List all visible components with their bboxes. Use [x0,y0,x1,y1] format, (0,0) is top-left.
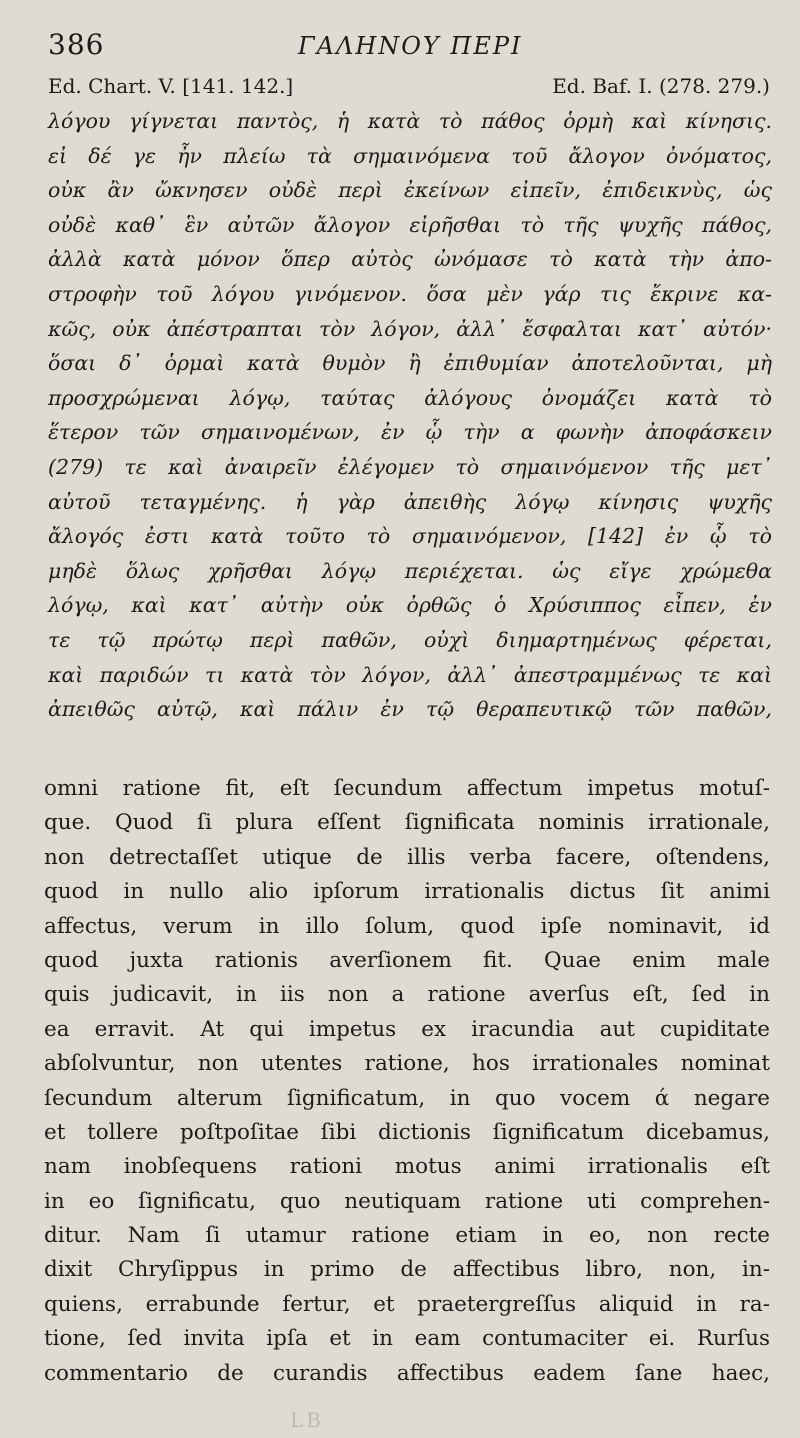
latin-line: tione, ſed invita ipſa et in eam contumaciter ei. Rurſus [44,1326,770,1352]
latin-line: omni ratione fit, eſt ſecundum affectum impetus motuſ- [44,776,770,801]
greek-line: οὐδὲ καθ᾽ ἓν αὐτῶν ἄλογον εἰρῆσθαι τὸ τῆς ψυχῆς πάθος, [48,212,772,237]
latin-line: ſecundum alterum ſignificatum, in quo vocem ά negare [44,1085,770,1111]
edition-reference-chart: Ed. Chart. V. [141. 142.] [48,74,294,98]
greek-line: στροφὴν τοῦ λόγου γινόμενον. ὅσα μὲν γάρ τις ἔκρινε κα- [48,281,772,306]
latin-line: quod juxta rationis averſionem fit. Quae enim male [44,947,770,973]
greek-line: ἄλογός ἐστι κατὰ τοῦτο τὸ σημαινόμενον, [142] ἐν ᾧ τὸ [48,524,772,549]
greek-line: οὐκ ἂν ὤκνησεν οὐδὲ περὶ ἐκείνων εἰπεῖν, ἐπιδεικνὺς, ὡς [48,178,772,203]
latin-line: in eo ſignificatu, quo neutiquam ratione uti comprehen- [44,1188,770,1214]
latin-line: affectus, verum in illo ſolum, quod ipſe nominavit, id [44,913,770,939]
latin-line: quis judicavit, in iis non a ratione averſus eſt, ſed in [44,982,770,1008]
latin-line: quod in nullo alio ipſorum irrationalis dictus ſit animi [44,879,770,905]
greek-line: μηδὲ ὅλως χρῆσθαι λόγῳ περιέχεται. ὡς εἴγε χρώμεθα [48,558,772,583]
latin-line: nam inobſequens rationi motus animi irrationalis eſt [44,1154,770,1180]
running-title: ΓΑΛΗΝΟΥ ΠΕΡΙ [298,32,523,60]
greek-line: (279) τε καὶ ἀναιρεῖν ἐλέγομεν τὸ σημαινόμενον τῆς μετ᾽ [48,454,772,479]
latin-line: ditur. Nam ſi utamur ratione etiam in eo, non recte [44,1223,770,1249]
greek-line: λόγῳ, καὶ κατ᾽ αὐτὴν οὐκ ὀρθῶς ὁ Χρύσιππος εἶπεν, ἐν [48,593,772,618]
edition-reference-line [48,74,770,106]
bleed-through-mark: LB [290,1408,324,1432]
page-header [48,28,768,68]
greek-line: λόγου γίγνεται παντὸς, ἡ κατὰ τὸ πάθος ὁρμὴ καὶ κίνησις. [48,109,772,133]
latin-line: abſolvuntur, non utentes ratione, hos irrationales nominat [44,1051,770,1077]
latin-line: et tollere poſtpoſitae ſibi dictionis ſignificatum dicebamus, [44,1119,770,1145]
latin-line: ea erravit. At qui impetus ex iracundia aut cupiditate [44,1016,770,1042]
latin-text-block [44,772,770,1391]
latin-line: que. Quod ſi plura eſſent ſignificata nominis irrationale, [44,810,770,836]
greek-line: προσχρώμεναι λόγῳ, ταύτας ἀλόγους ὀνομάζει κατὰ τὸ [48,385,772,410]
greek-line: κῶς, οὐκ ἀπέστραπται τὸν λόγον, ἀλλ᾽ ἔσφαλται κατ᾽ αὐτόν· [48,316,772,341]
latin-line: quiens, errabunde fertur, et praetergreſſus aliquid in ra- [44,1291,770,1317]
greek-line: εἰ δέ γε ἦν πλείω τὰ σημαινόμενα τοῦ ἄλογον ὀνόματος, [48,143,772,168]
latin-line: non detrectaſſet utique de illis verba facere, oſtendens, [44,844,770,870]
greek-line: ἀλλὰ κατὰ μόνον ὅπερ αὐτὸς ὠνόμασε τὸ κατὰ τὴν ἀπο- [48,247,772,272]
greek-text-block [48,104,772,727]
greek-line: τε τῷ πρώτῳ περὶ παθῶν, οὐχὶ διημαρτημένως φέρεται, [48,627,772,652]
greek-line: ὅσαι δ᾽ ὁρμαὶ κατὰ θυμὸν ἢ ἐπιθυμίαν ἀποτελοῦνται, μὴ [48,351,772,376]
greek-line: καὶ παριδών τι κατὰ τὸν λόγον, ἀλλ᾽ ἀπεστραμμένως τε καὶ [48,662,772,687]
greek-line: ἕτερον τῶν σημαινομένων, ἐν ᾧ τὴν α φωνὴν ἀποφάσκειν [48,420,772,445]
greek-line: αὐτοῦ τεταγμένης. ἡ γὰρ ἀπειθὴς λόγῳ κίνησις ψυχῆς [48,489,772,514]
latin-line: dixit Chryſippus in primo de affectibus libro, non, in- [44,1257,770,1283]
latin-line: commentario de curandis affectibus eadem ſane haec, [44,1360,770,1386]
edition-reference-basel: Ed. Baf. I. (278. 279.) [552,74,770,98]
greek-line: ἀπειθῶς αὐτῷ, καὶ πάλιν ἐν τῷ θεραπευτικῷ τῶν παθῶν, [48,697,772,722]
page-number: 386 [48,28,105,61]
